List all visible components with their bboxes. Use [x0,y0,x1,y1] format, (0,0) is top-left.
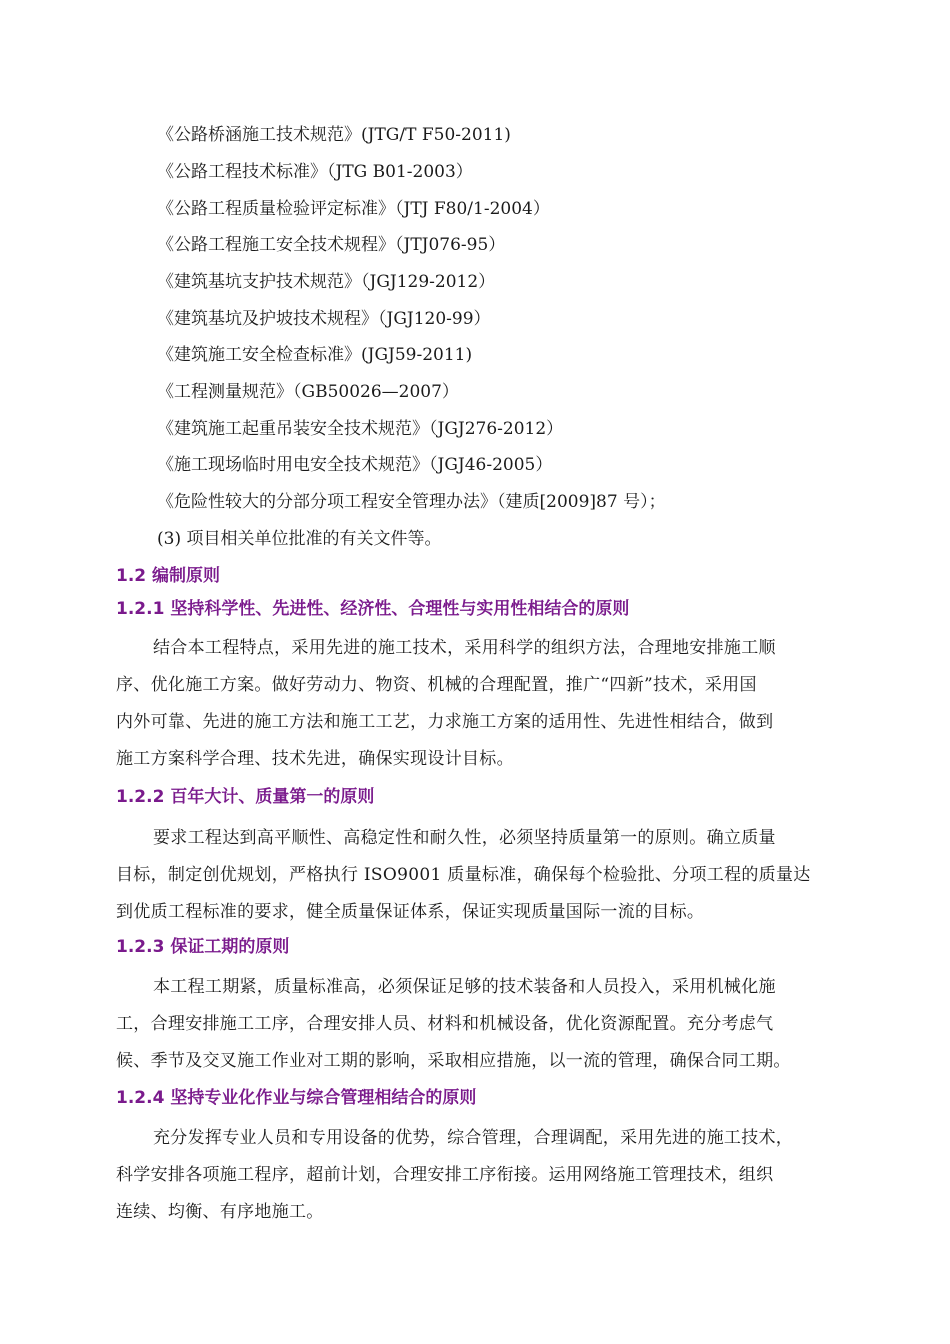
paragraph [116,1120,861,1231]
reference-item: 《危险性较大的分部分项工程安全管理办法》（建质[2009]87 号）； [157,492,666,512]
reference-item: 《建筑施工安全检查标准》(JGJ59-2011) [157,345,473,365]
reference-item: 《建筑施工起重吊装安全技术规范》（JGJ276-2012） [157,419,564,439]
reference-item: 《施工现场临时用电安全技术规范》（JGJ46-2005） [157,455,553,475]
paragraph-line: 工，合理安排施工工序，合理安排人员、材料和机械设备，优化资源配置。充分考虑气 [116,1014,774,1034]
paragraph-line: 连续、均衡、有序地施工。 [116,1202,324,1222]
reference-item: 《建筑基坑支护技术规范》（JGJ129-2012） [157,272,496,292]
paragraph-line: 要求工程达到高平顺性、高稳定性和耐久性，必须坚持质量第一的原则。确立质量 [153,828,776,848]
paragraph-line: 候、季节及交叉施工作业对工期的影响，采取相应措施，以一流的管理，确保合同工期。 [116,1051,791,1071]
list-item: (3) 项目相关单位批准的有关文件等。 [157,529,442,549]
paragraph [116,820,861,931]
paragraph-line: 目标，制定创优规划，严格执行 ISO9001 质量标准，确保每个检验批、分项工程的质量达 [116,865,811,885]
reference-item: 《公路工程质量检验评定标准》（JTJ F80/1-2004） [157,199,550,219]
paragraph [116,969,861,1080]
paragraph-line: 序、优化施工方案。做好劳动力、物资、机械的合理配置，推广“四新”技术，采用国 [116,675,757,695]
paragraph-line: 本工程工期紧，质量标准高，必须保证足够的技术装备和人员投入，采用机械化施 [153,977,776,997]
reference-item: 《公路桥涵施工技术规范》(JTG/T F50-2011) [157,125,511,145]
paragraph-line: 科学安排各项施工程序，超前计划，合理安排工序衔接。运用网络施工管理技术，组织 [116,1165,774,1185]
reference-item: 《公路工程技术标准》（JTG B01-2003） [157,162,473,182]
reference-item: 《公路工程施工安全技术规程》（JTJ076-95） [157,235,506,255]
paragraph-line: 充分发挥专业人员和专用设备的优势，综合管理，合理调配，采用先进的施工技术， [153,1128,794,1148]
reference-item: 《工程测量规范》（GB50026—2007） [157,382,459,402]
paragraph-line: 施工方案科学合理、技术先进，确保实现设计目标。 [116,749,514,769]
subsection-heading: 1.2.4 坚持专业化作业与综合管理相结合的原则 [116,1088,477,1108]
reference-item: 《建筑基坑及护坡技术规程》（JGJ120-99） [157,309,491,329]
paragraph-line: 结合本工程特点，采用先进的施工技术，采用科学的组织方法，合理地安排施工顺 [153,638,776,658]
subsection-heading: 1.2.3 保证工期的原则 [116,937,290,957]
paragraph-line: 内外可靠、先进的施工方法和施工工艺，力求施工方案的适用性、先进性相结合，做到 [116,712,774,732]
paragraph [116,630,861,778]
subsection-heading: 1.2.1 坚持科学性、先进性、经济性、合理性与实用性相结合的原则 [116,599,630,619]
section-heading: 1.2 编制原则 [116,566,221,586]
subsection-heading: 1.2.2 百年大计、质量第一的原则 [116,787,375,807]
paragraph-line: 到优质工程标准的要求，健全质量保证体系，保证实现质量国际一流的目标。 [116,902,705,922]
